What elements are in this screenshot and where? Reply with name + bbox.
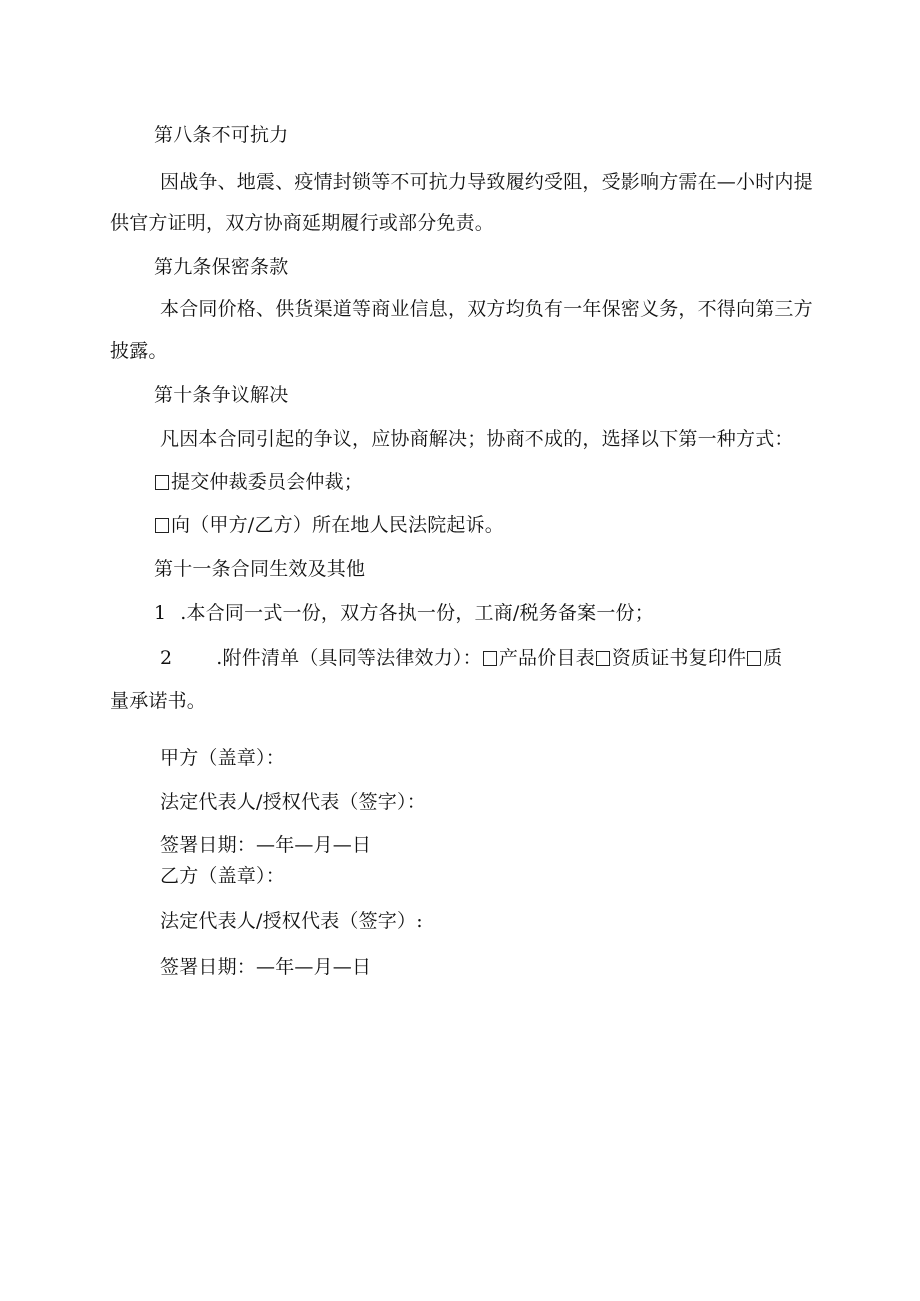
article-11-item-1 <box>154 601 654 625</box>
attachment-1-label: 产品价目表 <box>498 647 595 669</box>
checkbox-icon[interactable] <box>596 651 610 666</box>
party-b-sign-date: 签署日期：—年—月—日 <box>160 956 372 978</box>
party-b-seal: 乙方（盖章）： <box>160 865 285 887</box>
party-a-seal: 甲方（盖章）： <box>160 747 285 769</box>
checkbox-icon[interactable] <box>155 518 169 533</box>
article-10-option-2 <box>154 513 504 537</box>
party-a-sign-date: 签署日期：—年—月—日 <box>160 834 372 856</box>
item-2-text: .附件清单（具同等法律效力）： <box>216 647 482 669</box>
article-9-heading: 第九条保密条款 <box>154 256 289 278</box>
option-1-label: 提交仲裁委员会仲裁； <box>171 471 364 493</box>
article-10-intro: 凡因本合同引起的争议，应协商解决；协商不成的，选择以下第一种方式： <box>160 428 794 450</box>
checkbox-icon[interactable] <box>155 475 169 490</box>
attachment-3-label: 质 <box>763 647 783 669</box>
item-1-text: .本合同一式一份，双方各执一份，工商/税务备案一份； <box>180 602 654 624</box>
item-2-number: 2 <box>160 647 173 669</box>
attachment-2-label: 资质证书复印件 <box>611 647 747 669</box>
article-11-item-2-continued: 量承诺书。 <box>110 690 207 712</box>
party-a-representative: 法定代表人/授权代表（签字）： <box>160 791 426 813</box>
article-8-text-line-2: 供官方证明，双方协商延期履行或部分免责。 <box>110 212 495 234</box>
checkbox-icon[interactable] <box>747 651 761 666</box>
article-10-option-1 <box>154 470 363 494</box>
article-10-heading: 第十条争议解决 <box>154 384 289 406</box>
party-b-representative: 法定代表人/授权代表（签字）: <box>160 910 423 932</box>
article-11-item-2 <box>160 646 782 670</box>
article-9-text-line-1: 本合同价格、供货渠道等商业信息，双方均负有一年保密义务，不得向第三方 <box>160 298 813 320</box>
item-1-number: 1 <box>154 602 167 624</box>
article-9-text-line-2: 披露。 <box>110 340 168 362</box>
article-8-text-line-1: 因战争、地震、疫情封锁等不可抗力导致履约受阻，受影响方需在—小时内提 <box>160 171 813 193</box>
article-8-heading: 第八条不可抗力 <box>154 124 289 146</box>
article-11-heading: 第十一条合同生效及其他 <box>154 558 366 580</box>
option-2-label: 向（甲方/乙方）所在地人民法院起诉。 <box>171 514 505 536</box>
checkbox-icon[interactable] <box>483 651 497 666</box>
